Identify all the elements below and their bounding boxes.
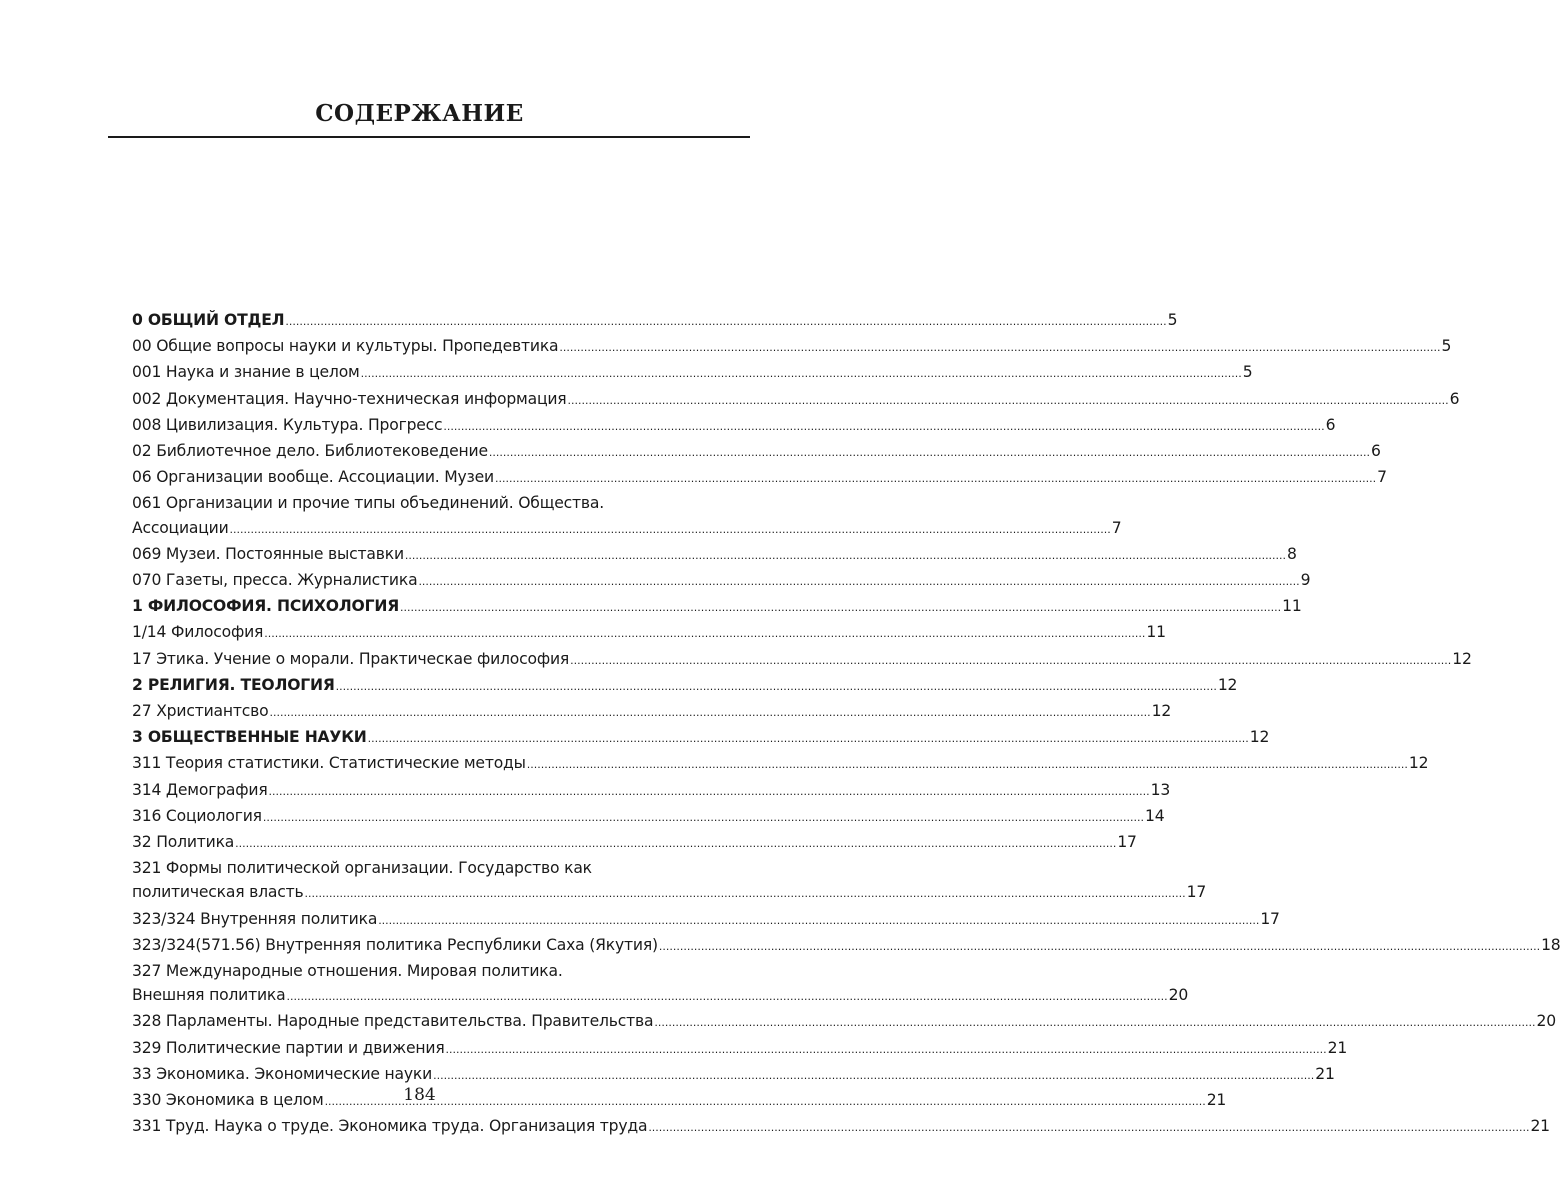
toc-entry-title: 32 Политика: [132, 833, 235, 852]
dot-leader: [336, 675, 1217, 699]
dot-leader: [368, 727, 1249, 751]
toc-entry[interactable]: [132, 1009, 1556, 1035]
toc-entry-page: 6: [1449, 389, 1460, 408]
toc-entry-page: 18: [1541, 935, 1561, 954]
toc-row: [132, 568, 1311, 594]
toc-entry-title: 2 РЕЛИГИЯ. ТЕОЛОГИЯ: [132, 675, 335, 694]
toc-row: [132, 880, 1207, 906]
toc-entry[interactable]: [132, 491, 1122, 541]
toc-entry-page: 12: [1249, 728, 1270, 747]
toc-row: [132, 620, 1166, 646]
dot-leader: [230, 518, 1111, 542]
toc-entry-title: 314 Демография: [132, 780, 268, 799]
dot-leader: [263, 806, 1144, 830]
toc-entry[interactable]: [132, 933, 1561, 959]
toc-entry[interactable]: [132, 387, 1460, 413]
toc-entry-title: 002 Документация. Научно-техническая информация: [132, 389, 567, 408]
dot-leader: [378, 909, 1259, 933]
toc-entry-title: Ассоциации: [132, 518, 229, 537]
toc-entry-page: 12: [1217, 675, 1238, 694]
toc-entry-page: 9: [1300, 571, 1311, 590]
dot-leader: [527, 753, 1408, 777]
toc-row: [132, 1036, 1348, 1062]
toc-row: [132, 360, 1253, 386]
toc-row: [132, 516, 1122, 542]
toc-entry-title: 001 Наука и знание в целом: [132, 363, 360, 382]
toc-row: [132, 983, 1189, 1009]
toc-section-row: [132, 673, 1238, 699]
toc-row: [132, 1009, 1556, 1035]
page-number: 184: [403, 1085, 436, 1105]
toc-entry-title: 323/324(571.56) Внутренняя политика Республики Саха (Якутия): [132, 935, 658, 954]
toc-row: [132, 465, 1387, 491]
toc-entry-page: 21: [1530, 1117, 1550, 1136]
dot-leader: [305, 882, 1186, 906]
dot-leader: [443, 415, 1324, 439]
toc-entry-page: 20: [1168, 986, 1189, 1005]
toc-entry[interactable]: [132, 465, 1387, 491]
toc-entry-page: 8: [1287, 544, 1297, 563]
toc-section-row: [132, 308, 1178, 334]
toc-row: [132, 387, 1460, 413]
toc-entry-title: 323/324 Внутренняя политика: [132, 909, 378, 928]
toc-entry-title-line1: 327 Международные отношения. Мировая политика.: [132, 962, 563, 981]
toc-entry[interactable]: [132, 542, 1297, 568]
toc-entry-title: 330 Экономика в целом: [132, 1091, 324, 1110]
toc-entry-title: 3 ОБЩЕСТВЕННЫЕ НАУКИ: [132, 728, 367, 747]
dot-leader: [264, 622, 1145, 646]
toc-entry-page: 12: [1151, 702, 1172, 721]
toc-entry[interactable]: [132, 907, 1280, 933]
toc-entry-page: 21: [1327, 1038, 1348, 1057]
dot-leader: [659, 935, 1540, 959]
toc-entry-page: 12: [1408, 754, 1429, 773]
toc-row: [132, 804, 1165, 830]
toc-entry[interactable]: [132, 830, 1137, 856]
toc-entry-page: 17: [1186, 883, 1207, 902]
dot-leader: [495, 467, 1376, 491]
toc-entry-title: 329 Политические партии и движения: [132, 1038, 445, 1057]
toc-entry-title-line1: 061 Организации и прочие типы объединений. Общества.: [132, 494, 604, 513]
title-underline: [108, 136, 750, 138]
toc-entry-page: 7: [1111, 518, 1122, 537]
toc-entry-title: 008 Цивилизация. Культура. Прогресс: [132, 415, 443, 434]
dot-leader: [287, 985, 1168, 1009]
toc-entry[interactable]: [132, 1036, 1348, 1062]
toc-entry-title-line1: 321 Формы политической организации. Государство как: [132, 859, 592, 878]
toc-entry[interactable]: [132, 594, 1302, 620]
toc-section-row: [132, 594, 1302, 620]
toc-entry-title: Внешняя политика: [132, 986, 286, 1005]
toc-entry-title: 1 ФИЛОСОФИЯ. ПСИХОЛОГИЯ: [132, 597, 400, 616]
dot-leader: [654, 1011, 1535, 1035]
toc-row: [132, 907, 1280, 933]
toc-entry-title: 33 Экономика. Экономические науки: [132, 1064, 433, 1083]
dot-leader: [405, 544, 1286, 568]
toc-entry[interactable]: [132, 1114, 1550, 1140]
dot-leader: [418, 570, 1299, 594]
toc-row: [132, 439, 1381, 465]
dot-leader: [648, 1116, 1529, 1140]
toc-entry-title: 316 Социология: [132, 806, 262, 825]
toc-entry-page: 12: [1452, 649, 1472, 668]
toc-entry-page: 14: [1145, 806, 1165, 825]
toc-row: [132, 647, 1472, 673]
toc-entry-page: 21: [1315, 1064, 1335, 1083]
toc-row: [132, 778, 1171, 804]
toc-entry[interactable]: [132, 856, 1207, 906]
toc-entry-title: 27 Христиантсво: [132, 702, 269, 721]
toc-entry[interactable]: [132, 804, 1165, 830]
toc-entry[interactable]: [132, 308, 1178, 334]
toc-entry-title: 311 Теория статистики. Статистические методы: [132, 754, 526, 773]
toc-entry[interactable]: [132, 699, 1172, 725]
dot-leader: [235, 832, 1116, 856]
toc-entry-page: 7: [1377, 468, 1387, 487]
toc-entry-title: политическая власть: [132, 883, 304, 902]
dot-leader: [269, 701, 1150, 725]
toc-entry-title: 331 Труд. Наука о труде. Экономика труда. Организация труда: [132, 1117, 648, 1136]
page-title: СОДЕРЖАНИЕ: [315, 100, 524, 127]
toc-entry[interactable]: [132, 360, 1253, 386]
toc-entry-title: 0 ОБЩИЙ ОТДЕЛ: [132, 311, 285, 329]
toc-entry[interactable]: [132, 778, 1171, 804]
toc-entry-page: 17: [1117, 833, 1137, 852]
toc-entry[interactable]: [132, 725, 1270, 751]
toc-entry-page: 13: [1150, 780, 1171, 799]
toc-entry-page: 11: [1282, 597, 1302, 616]
toc-row: [132, 933, 1561, 959]
toc-row: [132, 542, 1297, 568]
toc-row: [132, 751, 1429, 777]
dot-leader: [489, 441, 1370, 465]
toc-row: [132, 334, 1452, 360]
toc-entry-page: 6: [1325, 415, 1336, 434]
toc-row: [132, 830, 1137, 856]
toc-entry-title: 06 Организации вообще. Ассоциации. Музеи: [132, 468, 494, 487]
toc-entry[interactable]: [132, 673, 1238, 699]
toc-entry[interactable]: [132, 620, 1166, 646]
toc-entry-title: 17 Этика. Учение о морали. Практическае философия: [132, 649, 570, 668]
toc-entry-page: 5: [1242, 363, 1253, 382]
toc-entry-page: 6: [1371, 442, 1381, 461]
dot-leader: [568, 389, 1449, 413]
dot-leader: [361, 362, 1242, 386]
toc-entry-title: 02 Библиотечное дело. Библиотековедение: [132, 442, 488, 461]
toc-entry[interactable]: [132, 751, 1429, 777]
toc-entry[interactable]: [132, 413, 1336, 439]
toc-entry-page: 5: [1441, 337, 1452, 356]
toc-row: [132, 699, 1172, 725]
dot-leader: [559, 336, 1440, 360]
toc-entry[interactable]: [132, 334, 1452, 360]
toc-section-row: [132, 725, 1270, 751]
table-of-contents: [132, 308, 1561, 1141]
dot-leader: [570, 649, 1451, 673]
toc-entry-title: 070 Газеты, пресса. Журналистика: [132, 571, 418, 590]
toc-entry[interactable]: [132, 568, 1311, 594]
toc-entry[interactable]: [132, 959, 1189, 1009]
toc-entry-title: 069 Музеи. Постоянные выставки: [132, 544, 404, 563]
dot-leader: [269, 780, 1150, 804]
toc-entry[interactable]: [132, 439, 1381, 465]
toc-entry-title: 1/14 Философия: [132, 623, 264, 642]
toc-row: [132, 1114, 1550, 1140]
toc-entry-page: 21: [1206, 1091, 1227, 1110]
dot-leader: [285, 310, 1166, 334]
dot-leader: [400, 596, 1281, 620]
toc-entry-page: 11: [1146, 623, 1166, 642]
toc-entry-title: 00 Общие вопросы науки и культуры. Пропедевтика: [132, 337, 559, 356]
toc-entry-page: 5: [1167, 311, 1178, 329]
toc-entry-page: 20: [1536, 1012, 1556, 1031]
toc-entry-title: 328 Парламенты. Народные представительства. Правительства: [132, 1012, 654, 1031]
dot-leader: [446, 1038, 1327, 1062]
toc-entry[interactable]: [132, 647, 1472, 673]
toc-entry-page: 17: [1260, 909, 1280, 928]
toc-row: [132, 413, 1336, 439]
